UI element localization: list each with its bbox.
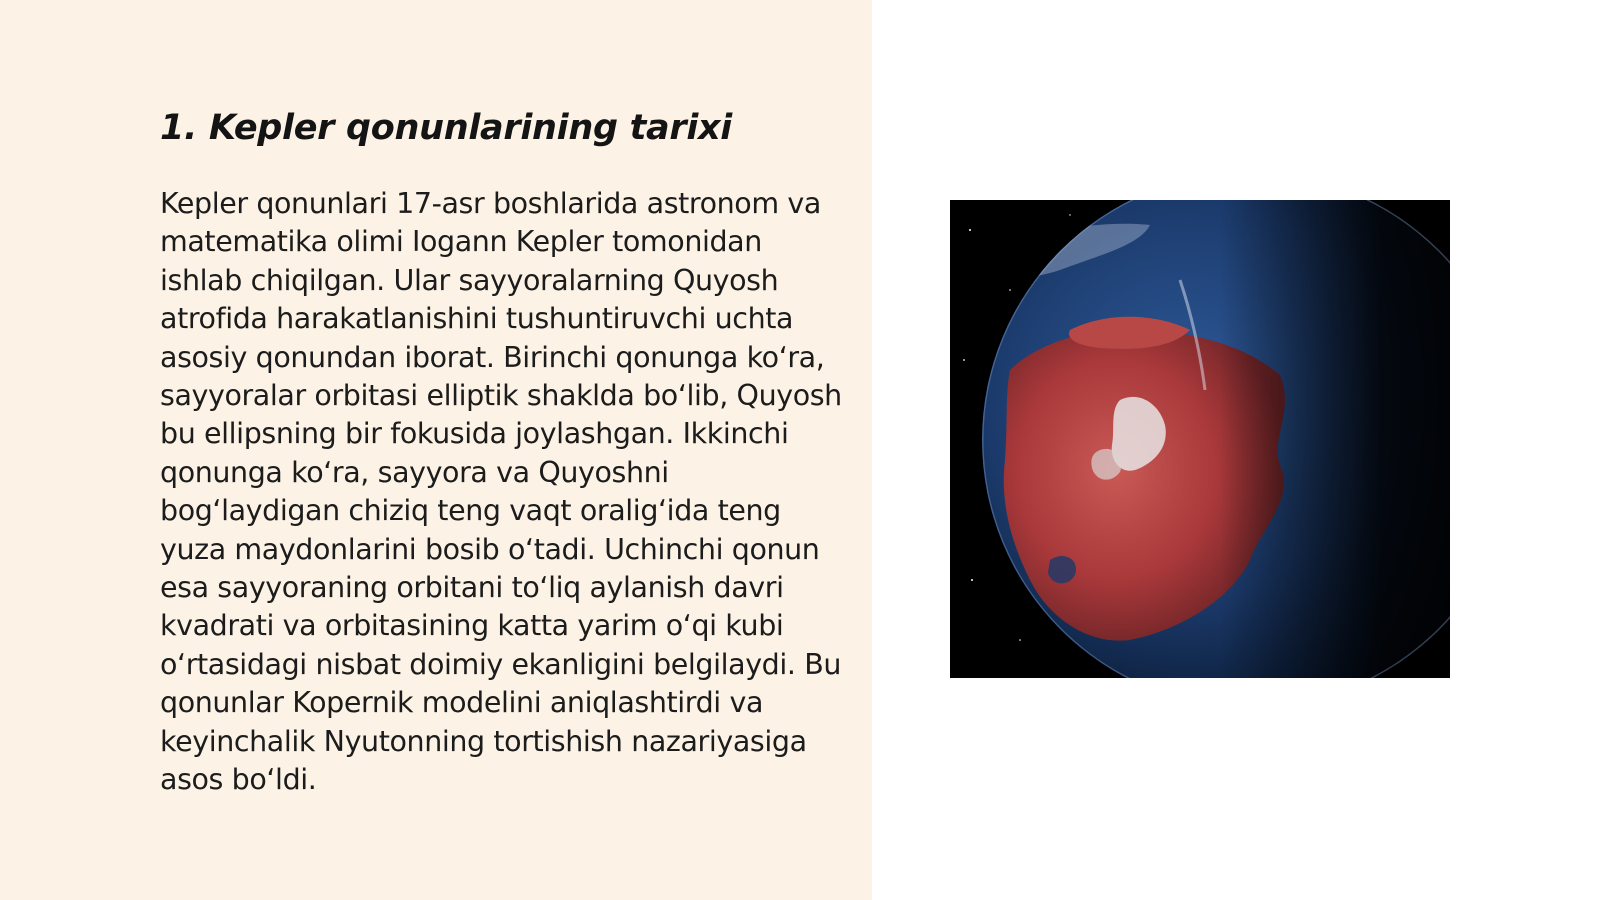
slide-body-text: Kepler qonunlari 17-asr boshlarida astronom va matematika olimi Iogann Kepler tomonidan ishlab chiqilgan. Ular sayyoralarning Quyosh atrofida harakatlanishini tushuntiruvchi uchta asosiy qonundan iborat. Birinchi qonunga koʻra, sayyoralar orbitasi elliptik shaklda boʻlib, Quyosh bu ellipsning bir fokusida joylashgan. Ikkinchi qonunga koʻra, sayyora va Quyoshni bogʻlaydigan chiziq teng vaqt oraligʻida teng yuza maydonlarini bosib oʻtadi. Uchinchi qonun esa sayyoraning orbitani toʻliq aylanish davri kvadrati va orbitasining katta yarim oʻqi kubi oʻrtasidagi nisbat doimiy ekanligini belgilaydi. Bu qonunlar Kopernik modelini aniqlashtirdi va keyinchalik Nyutonning tortishish nazariyasiga asos boʻldi. <box>160 187 842 797</box>
slide-title: 1. Kepler qonunlarining tarixi <box>160 108 732 148</box>
planet-image <box>950 200 1450 678</box>
planet-illustration <box>950 200 1450 678</box>
